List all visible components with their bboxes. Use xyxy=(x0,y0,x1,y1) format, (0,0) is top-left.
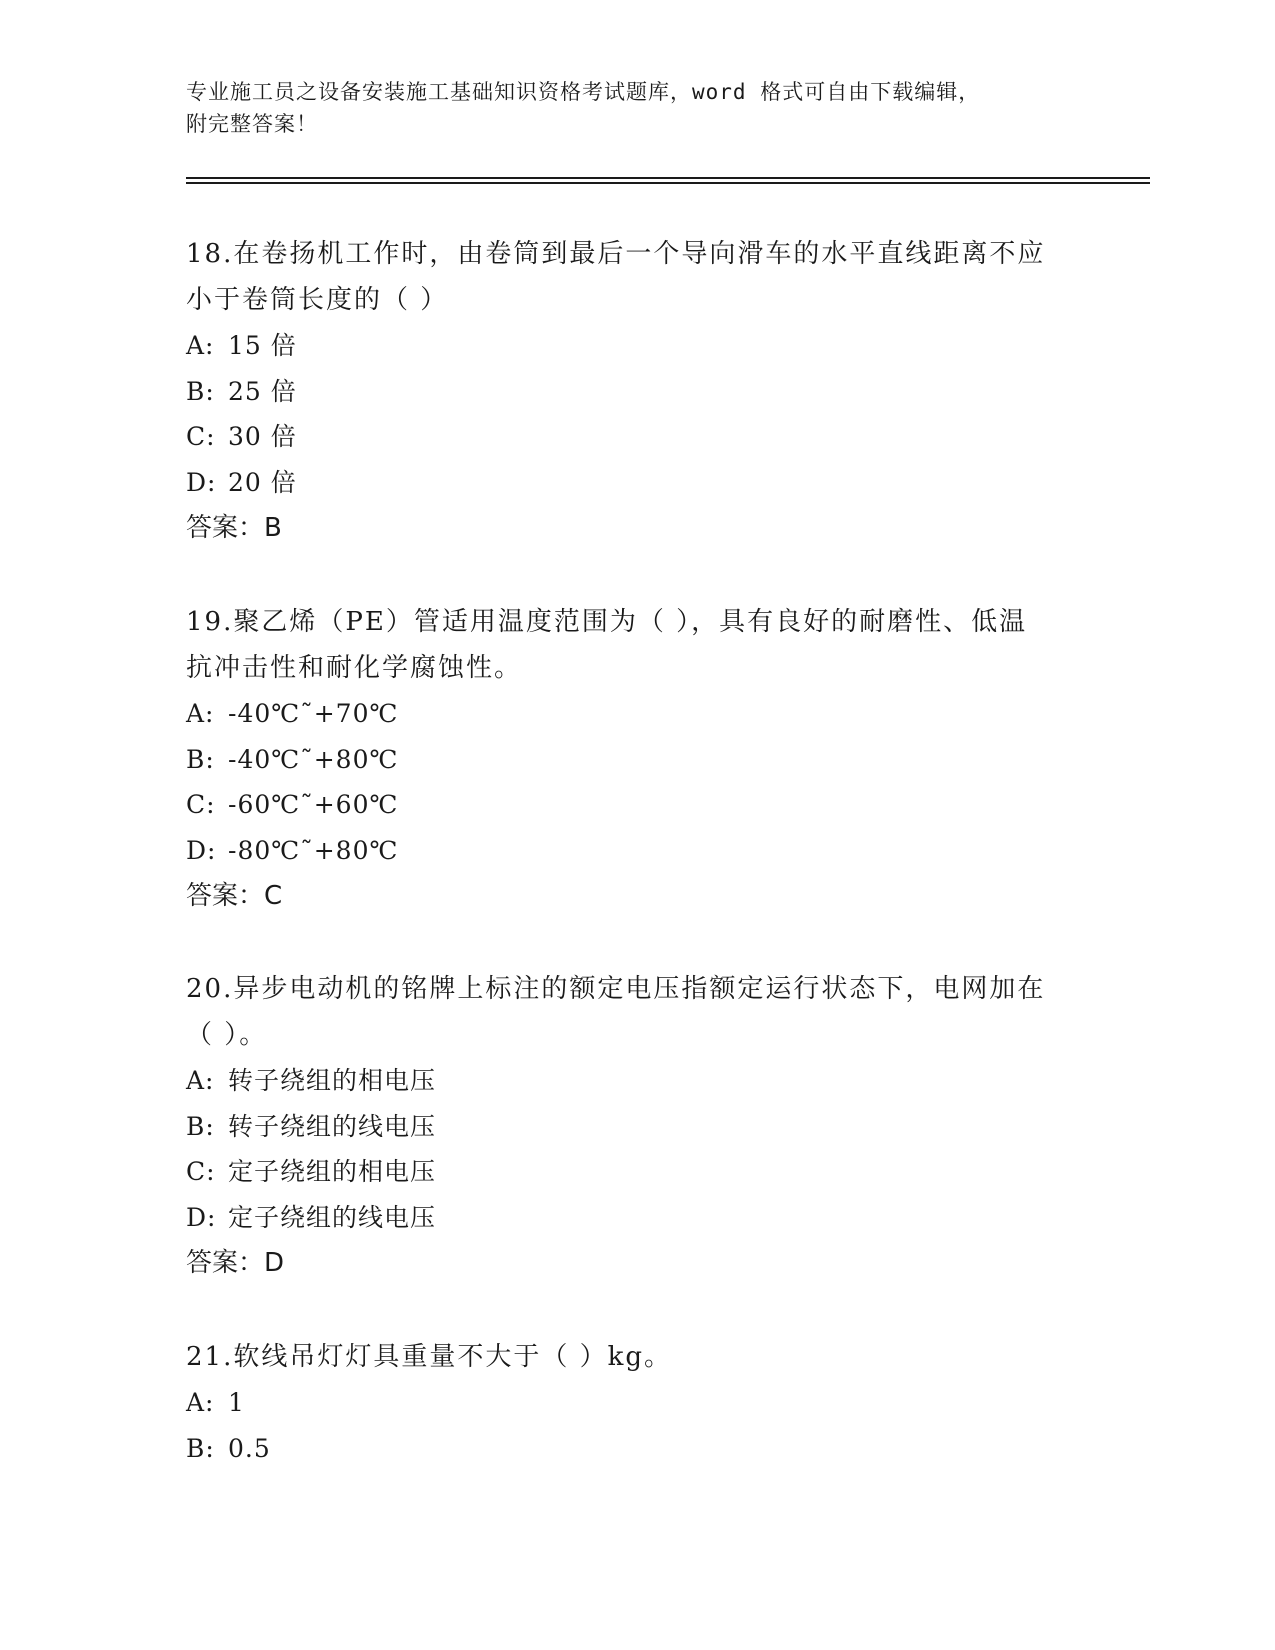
option-d xyxy=(186,1195,1086,1241)
answer-line: 答案：B xyxy=(186,513,282,543)
header-divider-top xyxy=(186,177,1150,179)
option-letter: D: xyxy=(186,1202,217,1232)
option-c xyxy=(186,414,1086,460)
option-text: 1 xyxy=(228,1388,245,1417)
option-b xyxy=(186,369,1086,415)
question-18 xyxy=(186,231,1086,551)
option-letter: C: xyxy=(186,790,216,819)
option-letter: B: xyxy=(186,1433,215,1463)
option-letter: C: xyxy=(186,422,216,451)
option-d xyxy=(186,460,1086,506)
option-text: 20 倍 xyxy=(228,467,297,497)
option-letter: D: xyxy=(186,467,217,497)
option-text: 定子绕组的线电压 xyxy=(228,1202,437,1232)
option-text: 25 倍 xyxy=(228,376,297,406)
option-b xyxy=(186,1104,1086,1150)
option-text: -40℃˜+70℃ xyxy=(228,699,399,728)
question-20 xyxy=(186,966,1086,1286)
option-letter: B: xyxy=(186,744,215,774)
question-stem-line: 小于卷筒长度的（ ） xyxy=(186,285,449,315)
option-c xyxy=(186,1149,1086,1195)
option-a xyxy=(186,1380,1086,1426)
option-text: 定子绕组的相电压 xyxy=(228,1157,437,1186)
question-stem-line: 抗冲击性和耐化学腐蚀性。 xyxy=(186,653,523,683)
question-stem-line: （ ）。 xyxy=(186,1020,268,1050)
option-b xyxy=(186,1426,1086,1472)
option-letter: B: xyxy=(186,1111,215,1141)
option-a xyxy=(186,691,1086,737)
question-21 xyxy=(186,1334,1086,1471)
option-text: -60℃˜+60℃ xyxy=(228,790,399,819)
option-letter: A: xyxy=(186,331,215,360)
option-text: 0.5 xyxy=(228,1433,271,1463)
document-header xyxy=(186,76,1086,140)
option-text: -40℃˜+80℃ xyxy=(228,744,399,774)
option-a xyxy=(186,1058,1086,1104)
question-stem-line: 18.在卷扬机工作时，由卷筒到最后一个导向滑车的水平直线距离不应 xyxy=(186,239,1046,269)
option-letter: A: xyxy=(186,1388,215,1417)
option-letter: C: xyxy=(186,1157,216,1186)
answer-line: 答案：D xyxy=(186,1248,285,1278)
header-line-1: 专业施工员之设备安装施工基础知识资格考试题库，word 格式可自由下载编辑， xyxy=(186,80,981,104)
option-d xyxy=(186,828,1086,874)
option-letter: A: xyxy=(186,699,215,728)
option-letter: B: xyxy=(186,376,215,406)
header-divider-bottom xyxy=(186,182,1150,184)
question-19 xyxy=(186,599,1086,919)
question-stem-line: 19.聚乙烯（PE）管适用温度范围为（ ），具有良好的耐磨性、低温 xyxy=(186,607,1028,637)
question-stem-line: 20.异步电动机的铭牌上标注的额定电压指额定运行状态下，电网加在 xyxy=(186,974,1046,1004)
header-line-2: 附完整答案！ xyxy=(186,112,318,136)
option-letter: D: xyxy=(186,835,217,865)
option-text: 转子绕组的线电压 xyxy=(228,1111,437,1141)
option-text: 转子绕组的相电压 xyxy=(228,1066,437,1095)
question-stem-line: 21.软线吊灯灯具重量不大于（ ）kg。 xyxy=(186,1342,673,1372)
answer-line: 答案：C xyxy=(186,881,283,911)
option-c xyxy=(186,782,1086,828)
option-b xyxy=(186,737,1086,783)
option-text: 15 倍 xyxy=(228,331,297,360)
option-text: 30 倍 xyxy=(228,422,297,451)
option-letter: A: xyxy=(186,1066,215,1095)
option-text: -80℃˜+80℃ xyxy=(228,835,399,865)
option-a xyxy=(186,323,1086,369)
